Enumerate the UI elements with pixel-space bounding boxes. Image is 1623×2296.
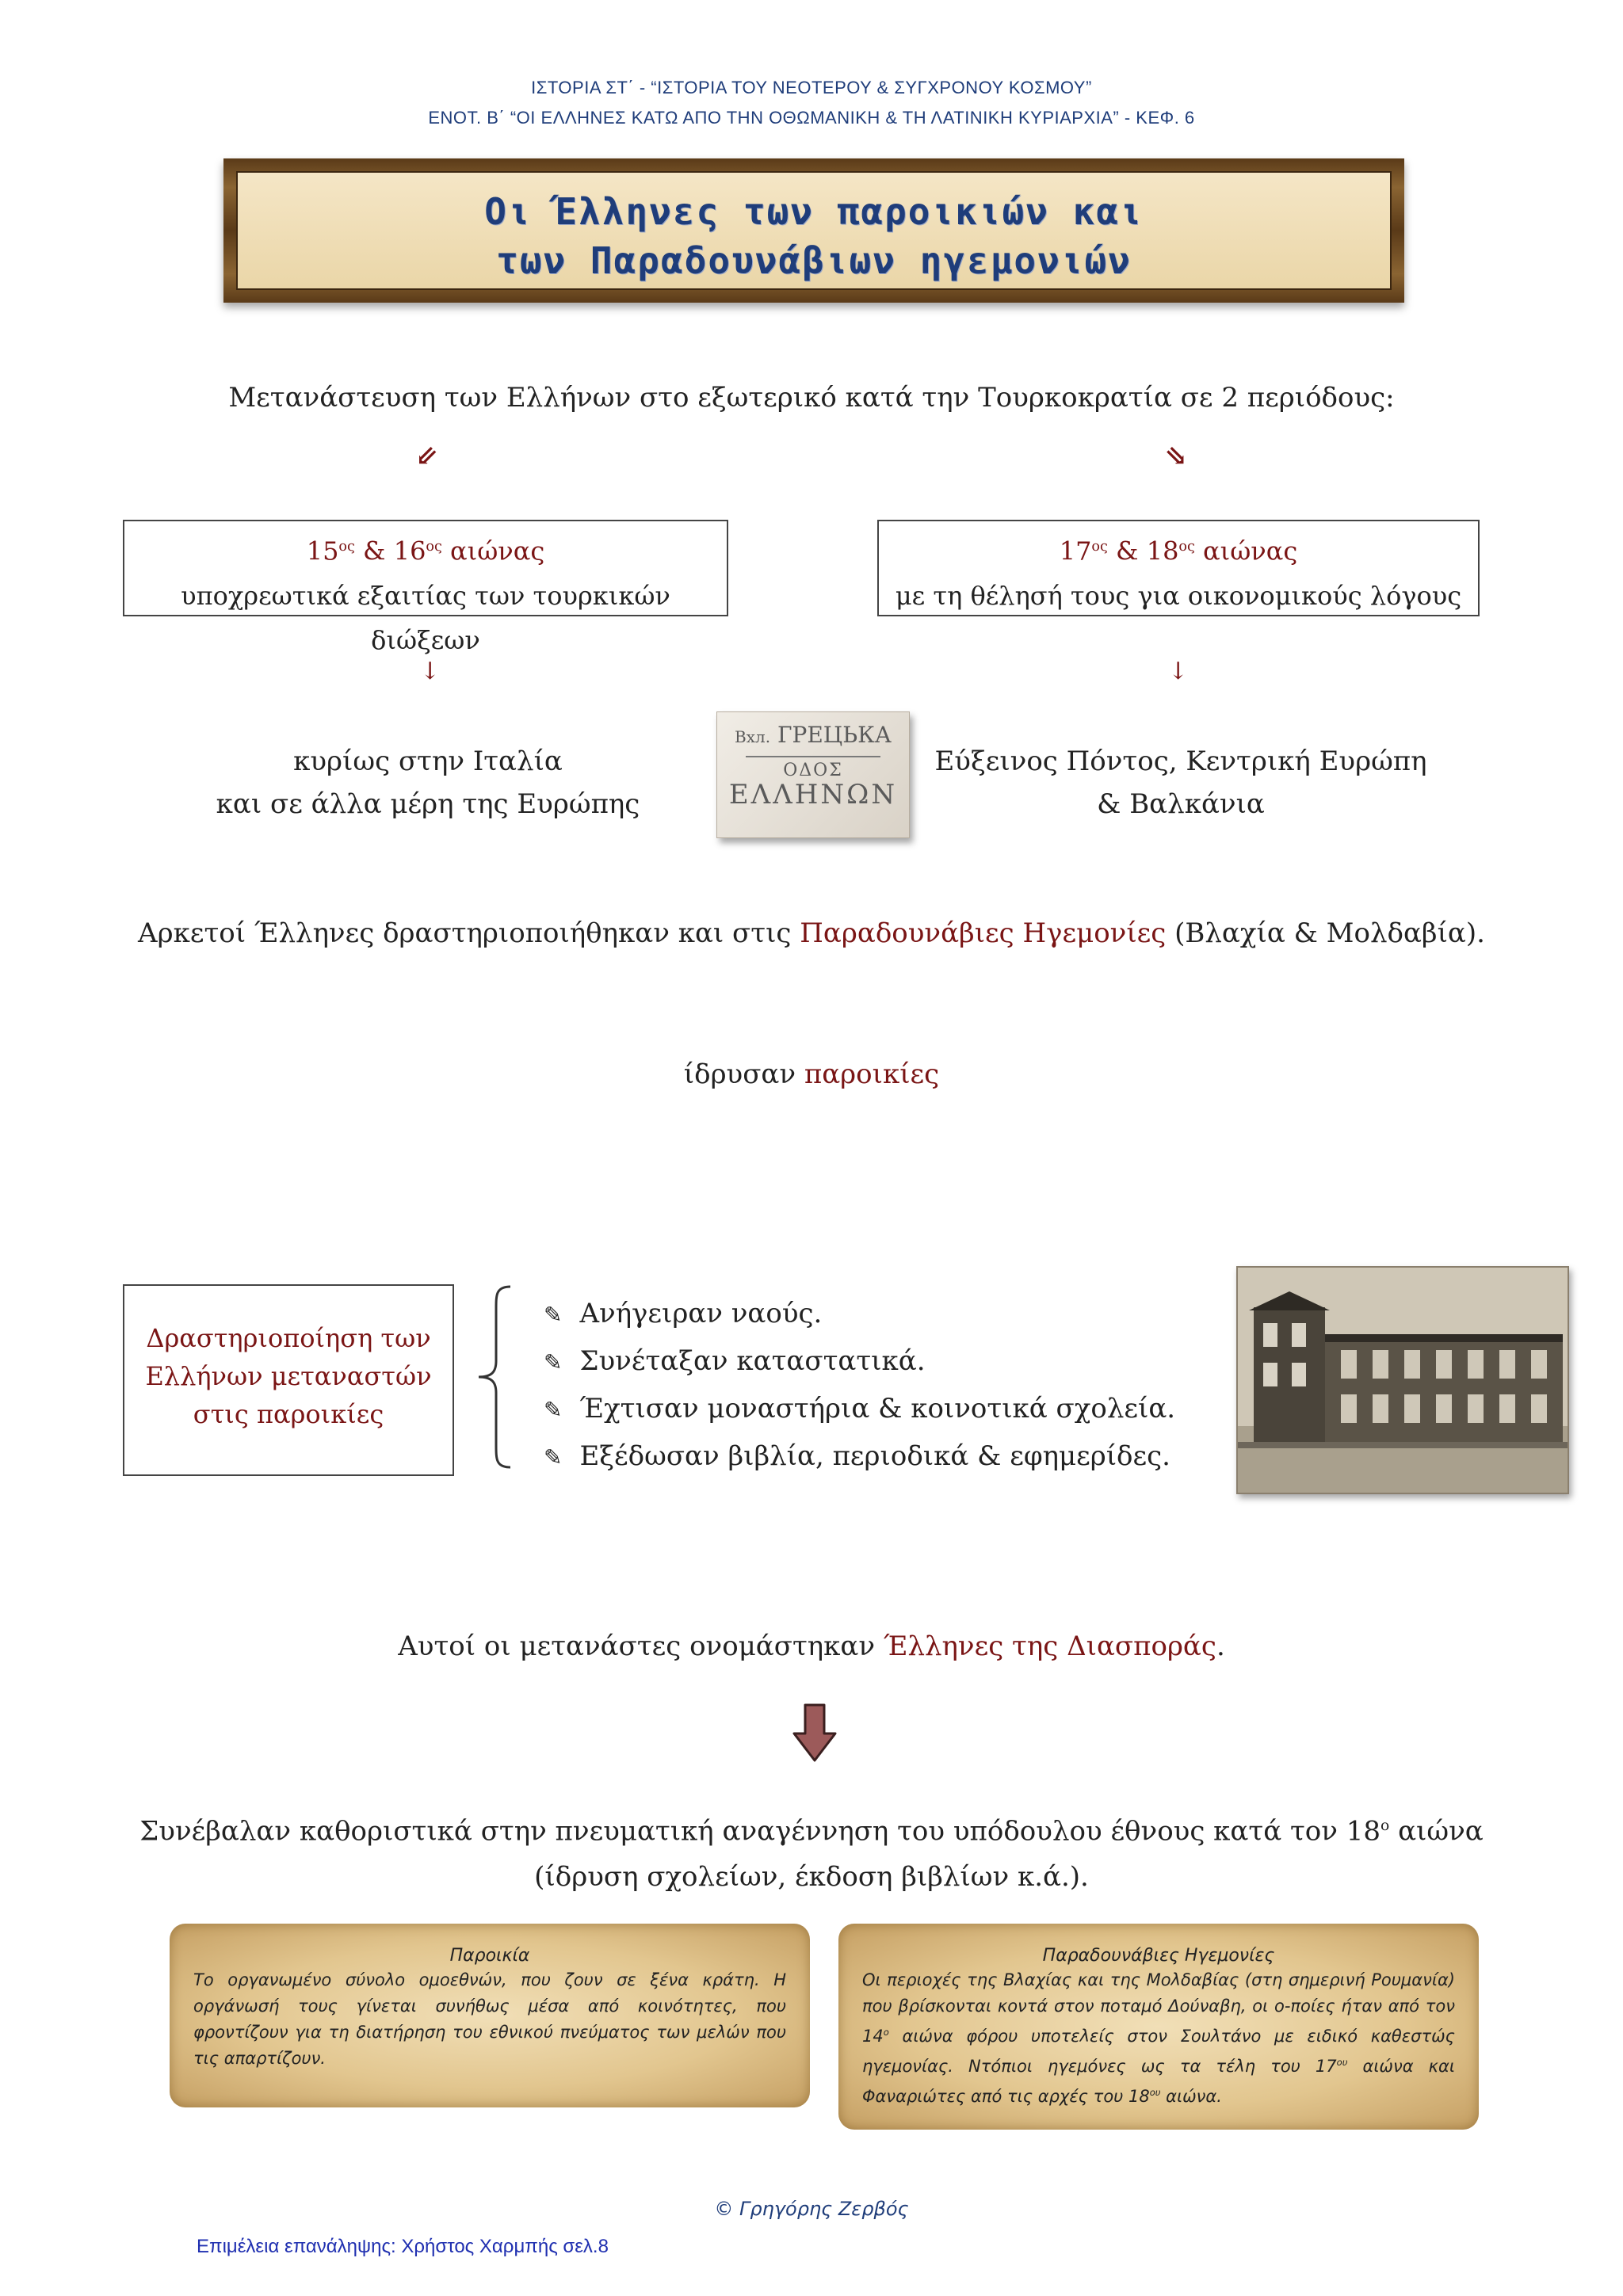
title-line-1: Οι Έλληνες των παροικιών και <box>484 190 1144 233</box>
street-sign-image <box>716 711 910 838</box>
period-2-num2: 18 <box>1146 536 1179 566</box>
contribution-line2: (ίδρυση σχολείων, έκδοση βιβλίων κ.ά.). <box>534 1861 1089 1894</box>
diaspora-text <box>0 1630 1623 1662</box>
list-item-text: Ανήγειραν ναούς. <box>579 1298 823 1329</box>
pencil-icon: ✎ <box>544 1302 563 1328</box>
list-item <box>544 1337 1178 1385</box>
list-item-text: Συνέταξαν καταστατικά. <box>579 1345 926 1377</box>
period-2-destination <box>911 740 1450 826</box>
list-item <box>544 1385 1178 1432</box>
period-2-sup2: ος <box>1178 539 1195 555</box>
founded-pre: ίδρυσαν <box>683 1058 804 1090</box>
period-1-heading <box>124 521 727 574</box>
period-2-suffix: αιώνας <box>1194 536 1298 566</box>
activity-box-line2: Ελλήνων μεταναστών <box>145 1361 432 1391</box>
period-2-num1: 17 <box>1059 536 1092 566</box>
definition-title-paroikia: Παροικία <box>449 1946 530 1966</box>
definition-card-paroikia <box>170 1924 810 2107</box>
def2-sup-b: ου <box>1336 2057 1348 2068</box>
period-1-sup1: ος <box>338 539 355 555</box>
arrow-down-icon-left: ↓ <box>420 658 441 685</box>
list-item <box>544 1432 1178 1480</box>
arrow-down-left-icon: ⇙ <box>415 441 438 472</box>
pencil-icon: ✎ <box>544 1397 563 1423</box>
definition-title-principalities: Παραδουνάβιες Ηγεμονίες <box>1042 1946 1275 1966</box>
sign-line2: ΟΔΟΣ <box>783 761 843 780</box>
period-2-dest-line2: & Βαλκάνια <box>1097 788 1265 820</box>
period-box-15-16 <box>123 520 728 655</box>
definition-text-principalities <box>862 1967 1455 2110</box>
big-down-arrow-icon <box>792 1703 837 1762</box>
principalities-highlight: Παραδουνάβιες Ηγεμονίες <box>800 917 1167 949</box>
period-box-17-18 <box>877 520 1480 616</box>
intro-text: Μετανάστευση των Ελλήνων στο εξωτερικό κατά την Τουρκοκρατία σε 2 περιόδους: <box>228 382 1395 414</box>
title-line-2: των Παραδουνάβιων ηγεμονιών <box>496 239 1132 282</box>
definition-card-principalities <box>838 1924 1479 2130</box>
edited-by: Επιμέλεια επανάληψης: Χρήστος Χαρμπής σελ.8 <box>197 2236 609 2257</box>
title-banner <box>223 158 1404 303</box>
period-2-amp: & <box>1107 536 1147 566</box>
principalities-text <box>0 917 1623 949</box>
arrow-down-icon-right: ↓ <box>1168 658 1189 685</box>
period-2-desc: με τη θέλησή τους για οικονομικούς λόγους <box>895 580 1462 611</box>
def2-text-b: αιώνα φόρου υποτελείς στον Σουλτάνο με ειδικό καθεστώς ηγεμονίας. Ντόπιοι ηγεμόνες ως τα τέλη του 17 <box>862 2027 1455 2076</box>
principalities-post: (Βλαχία & Μολδαβία). <box>1166 917 1485 949</box>
diaspora-post: . <box>1216 1630 1225 1662</box>
def2-sup-a: ο <box>883 2027 889 2038</box>
def2-text-d: αιώνα. <box>1160 2087 1222 2106</box>
def2-text-c: αιώνα και Φαναριώτες από τις αρχές του 18 <box>862 2057 1455 2106</box>
building-photo <box>1236 1266 1569 1494</box>
period-1-dest-line1: κυρίως στην Ιταλία <box>293 746 563 777</box>
period-1-desc: υποχρεωτικά εξαιτίας των τουρκικών διώξεων <box>181 580 670 655</box>
def2-text-a: Οι περιοχές της Βλαχίας και της Μολδαβίας (στη σημερινή Ρουμανία) που βρίσκονται κοντά στον ποταμό Δούναβη, οι ο-ποίες ήταν από τον 14 <box>862 1970 1455 2046</box>
copyright: © Γρηγόρης Ζερβός <box>714 2198 909 2220</box>
sign-line1b: ГРЕЦЬКА <box>777 722 892 748</box>
period-1-sup2: ος <box>426 539 442 555</box>
period-2-sup1: ος <box>1091 539 1108 555</box>
list-item-text: Εξέδωσαν βιβλία, περιοδικά & εφημερίδες. <box>579 1440 1170 1472</box>
founded-highlight: παροικίες <box>804 1058 940 1090</box>
pencil-icon: ✎ <box>544 1444 563 1470</box>
pencil-icon: ✎ <box>544 1349 563 1375</box>
list-item <box>544 1290 1178 1337</box>
activity-box-line3: στις παροικίες <box>193 1399 384 1429</box>
activity-list <box>544 1290 1178 1480</box>
sign-line1a: Вхл. <box>735 727 771 746</box>
activity-box <box>123 1284 454 1476</box>
period-2-dest-line1: Εύξεινος Πόντος, Κεντρική Ευρώπη <box>934 746 1427 777</box>
contribution-line1-sup: ο <box>1381 1817 1390 1834</box>
header-line-2: ΕΝΟΤ. Β΄ “ΟΙ ΕΛΛΗΝΕΣ ΚΑΤΩ ΑΠΟ ΤΗΝ ΟΘΩΜΑΝΙΚΗ & ΤΗ ΛΑΤΙΝΙΚΗ ΚΥΡΙΑΡΧΙΑ” - ΚΕΦ. 6 <box>428 108 1195 128</box>
diaspora-highlight: Έλληνες της Διασποράς <box>883 1630 1216 1662</box>
contribution-text <box>0 1803 1623 1900</box>
list-item-text: Έχτισαν μοναστήρια & κοινοτικά σχολεία. <box>579 1393 1176 1425</box>
contribution-line1-pre: Συνέβαλαν καθοριστικά στην πνευματική αναγέννηση του υπόδουλου έθνους κατά τον 18 <box>139 1815 1381 1848</box>
period-1-destination <box>190 740 666 826</box>
def2-sup-c: ου <box>1149 2087 1161 2098</box>
header-line-1: ΙΣΤΟΡΙΑ ΣΤ΄ - “ΙΣΤΟΡΙΑ ΤΟΥ ΝΕΟΤΕΡΟΥ & ΣΥΓΧΡΟΝΟΥ ΚΟΣΜΟΥ” <box>531 78 1092 97</box>
period-1-dest-line2: και σε άλλα μέρη της Ευρώπης <box>216 788 640 820</box>
period-1-suffix: αιώνας <box>441 536 545 566</box>
definition-text-paroikia: Το οργανωμένο σύνολο ομοεθνών, που ζουν σε ξένα κράτη. Η οργάνωσή τους γίνεται συνήθως μέσα από κοινότητες, που φροντίζουν για τη διατήρηση του εθνικού πνεύματος των μελών που τις απαρτίζουν. <box>193 1970 786 2068</box>
sign-line3: ΕΛΛΗΝΩΝ <box>728 779 898 810</box>
contribution-line1-post: αιώνα <box>1389 1815 1484 1848</box>
arrow-down-right-icon: ⇘ <box>1165 441 1188 472</box>
principalities-pre: Αρκετοί Έλληνες δραστηριοποιήθηκαν και στις <box>138 917 800 949</box>
founded-text <box>0 1058 1623 1090</box>
period-1-num1: 15 <box>306 536 339 566</box>
curly-brace-icon <box>469 1282 517 1472</box>
period-1-num2: 16 <box>393 536 426 566</box>
activity-box-line1: Δραστηριοποίηση των <box>146 1323 431 1353</box>
period-1-amp: & <box>354 536 394 566</box>
diaspora-pre: Αυτοί οι μετανάστες ονομάστηκαν <box>398 1630 884 1662</box>
period-2-heading <box>879 521 1478 574</box>
